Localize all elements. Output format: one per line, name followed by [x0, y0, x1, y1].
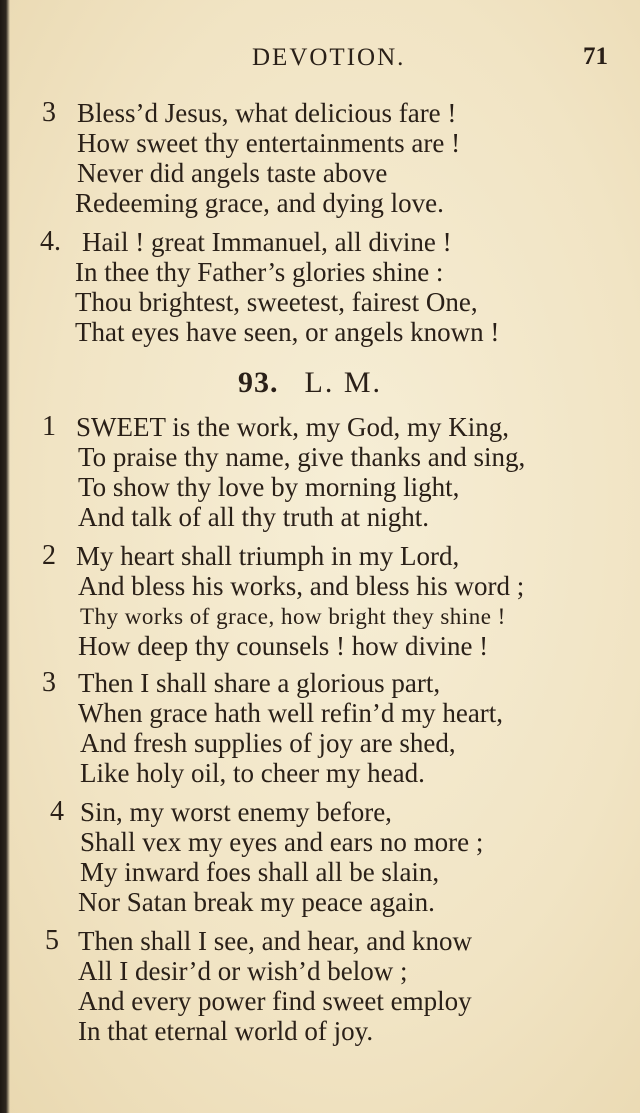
verse-line: Redeeming grace, and dying love. [75, 188, 444, 218]
verse-line: To show thy love by morning light, [78, 472, 460, 502]
verse-line: And bless his works, and bless his word ; [78, 571, 525, 601]
stanza-number: 3 [42, 667, 56, 698]
stanza-number: 5 [45, 925, 59, 956]
verse-line: My inward foes shall all be slain, [80, 857, 440, 887]
stanza-number: 4 [50, 796, 64, 827]
verse-line: In that eternal world of joy. [78, 1016, 374, 1046]
verse-line: SWEET is the work, my God, my King, [76, 412, 509, 442]
verse-line: And fresh supplies of joy are shed, [80, 728, 456, 758]
verse-line: Nor Satan break my peace again. [78, 887, 435, 917]
verse-line: Shall vex my eyes and ears no more ; [80, 827, 484, 857]
verse-line: Never did angels taste above [77, 158, 388, 188]
verse-line: Then I shall share a glorious part, [78, 668, 441, 698]
stanza-number: 2 [42, 540, 56, 571]
hymn-meter: L. M. [304, 366, 382, 399]
verse-line: To praise thy name, give thanks and sing, [78, 442, 526, 472]
verse-line: All I desir’d or wish’d below ; [78, 956, 408, 986]
verse-line: In thee thy Father’s glories shine : [75, 257, 444, 287]
verse-line: How sweet thy entertainments are ! [77, 128, 461, 158]
verse-line: Thy works of grace, how bright they shine ! [80, 604, 506, 629]
verse-line: That eyes have seen, or angels known ! [75, 317, 500, 347]
running-head [0, 44, 640, 78]
verse-line: Hail ! great Immanuel, all divine ! [82, 227, 452, 257]
verse-line: And talk of all thy truth at night. [78, 502, 429, 532]
hymn-number: 93. [238, 366, 279, 399]
verse-line: Like holy oil, to cheer my head. [80, 758, 425, 788]
verse-line: Bless’d Jesus, what delicious fare ! [77, 98, 457, 128]
verse-line: Then shall I see, and hear, and know [78, 926, 473, 956]
verse-line: How deep thy counsels ! how divine ! [78, 631, 489, 661]
stanza-number: 3 [42, 97, 56, 128]
verse-line: Sin, my worst enemy before, [80, 797, 392, 827]
stanza-number: 1 [42, 411, 56, 442]
verse-line: Thou brightest, sweetest, fairest One, [75, 287, 478, 317]
verse-line: When grace hath well refin’d my heart, [78, 698, 504, 728]
page-spine-shadow [0, 0, 10, 1113]
verse-line: And every power find sweet employ [78, 986, 472, 1016]
hymn-heading [238, 366, 382, 402]
stanza-number: 4. [40, 226, 61, 257]
page-number: 71 [583, 43, 608, 70]
running-title: DEVOTION. [252, 44, 406, 71]
verse-line: My heart shall triumph in my Lord, [76, 541, 460, 571]
